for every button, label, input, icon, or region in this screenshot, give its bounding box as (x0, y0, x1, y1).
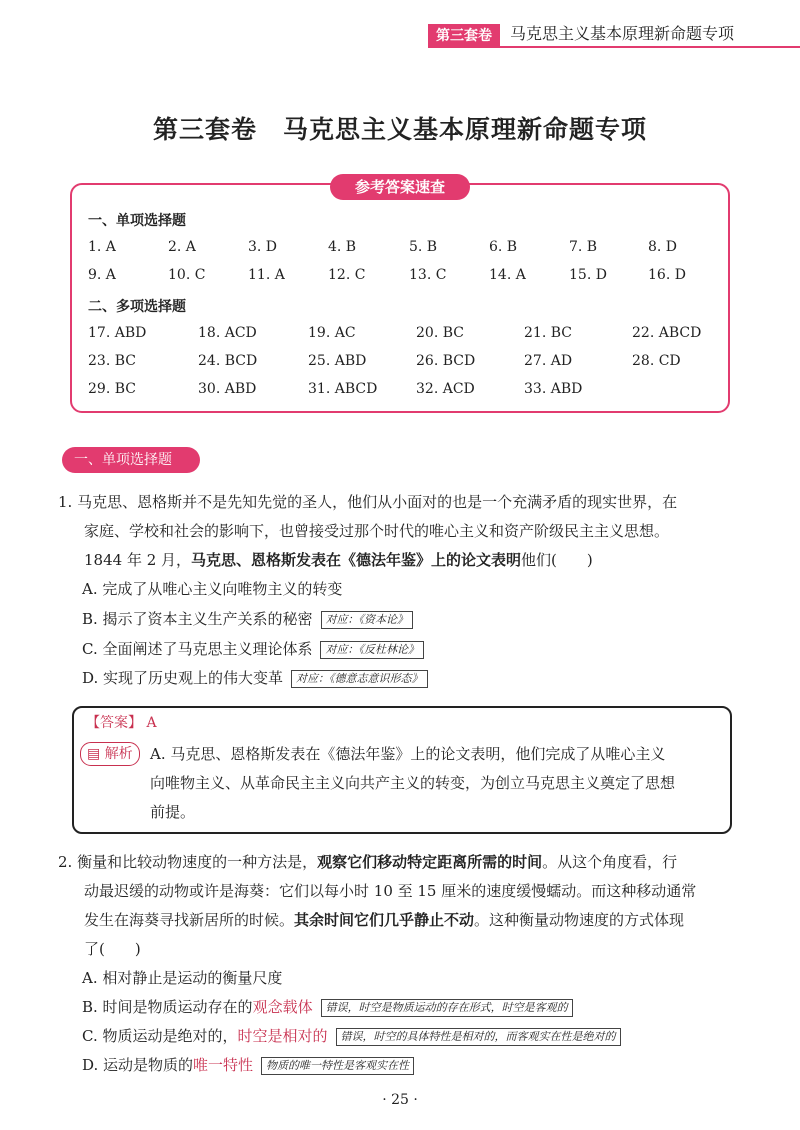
answer-cell: 14. A (489, 267, 526, 283)
answer-cell: 32. ACD (416, 381, 475, 397)
question-2-stem (58, 848, 748, 964)
answer-line: 【答案】 A (86, 715, 157, 731)
annotation-note: 对应：《资本论》 (321, 611, 414, 629)
answer-cell: 28. CD (632, 353, 681, 369)
answer-cell: 8. D (648, 239, 678, 255)
question-text-line: 家庭、学校和社会的影响下，也曾接受过那个时代的唯心主义和资产阶级民主主义思想。 (84, 522, 670, 540)
answer-cell: 11. A (248, 267, 285, 283)
header-tab: 第三套卷 (428, 24, 500, 48)
answer-cell: 15. D (569, 267, 607, 283)
answer-cell: 24. BCD (198, 353, 258, 369)
answer-cell: 23. BC (88, 353, 136, 369)
answer-cell: 12. C (328, 267, 366, 283)
question-1-option-b: B. 揭示了资本主义生产关系的秘密 对应：《资本论》 (82, 607, 413, 631)
annotation-note: 对应：《反杜林论》 (320, 641, 424, 659)
answer-cell: 5. B (409, 239, 438, 255)
question-text-line: 发生在海葵寻找新居所的时候。其余时间它们几乎静止不动。这种衡量动物速度的方式体现 (84, 911, 685, 929)
question-2-option-a: A. 相对静止是运动的衡量尺度 (82, 969, 283, 987)
question-text-line: 1. 马克思、恩格斯并不是先知先觉的圣人，他们从小面对的也是一个充满矛盾的现实世界，在 (58, 493, 678, 511)
answer-cell: 19. AC (308, 325, 356, 341)
section-pill: 一、单项选择题 (62, 447, 200, 473)
answer-box-pill: 参考答案速查 (330, 174, 470, 200)
document-icon: ▤ (87, 746, 101, 762)
answer-cell: 20. BC (416, 325, 464, 341)
answer-cell: 10. C (168, 267, 206, 283)
question-text-line: 2. 衡量和比较动物速度的一种方法是，观察它们移动特定距离所需的时间。从这个角度看，行 (58, 853, 678, 871)
answer-cell: 26. BCD (416, 353, 476, 369)
single-choice-heading: 一、单项选择题 (88, 213, 186, 229)
answer-cell: 6. B (489, 239, 518, 255)
question-text-line: 了( ) (84, 940, 141, 958)
question-2-option-d: D. 运动是物质的唯一特性 物质的唯一特性是客观实在性 (82, 1053, 414, 1077)
answer-cell: 25. ABD (308, 353, 367, 369)
explanation-text: A. 马克思、恩格斯发表在《德法年鉴》上的论文表明，他们完成了从唯心主义 向唯物主义、从革命民主主义向共产主义的转变，为创立马克思主义奠定了思想 前提。 (150, 745, 676, 821)
answer-cell: 27. AD (524, 353, 573, 369)
answer-cell: 13. C (409, 267, 447, 283)
question-1-stem (58, 488, 748, 575)
question-2-option-c: C. 物质运动是绝对的，时空是相对的 错误，时空的具体特性是相对的，而客观实在性是绝对的 (82, 1024, 621, 1048)
answer-cell: 2. A (168, 239, 196, 255)
question-1-option-c: C. 全面阐述了马克思主义理论体系 对应：《反杜林论》 (82, 637, 424, 661)
page-number: · 25 · (382, 1092, 418, 1108)
annotation-note: 物质的唯一特性是客观实在性 (261, 1057, 414, 1075)
annotation-note: 错误，时空的具体特性是相对的，而客观实在性是绝对的 (336, 1028, 621, 1046)
answer-cell: 9. A (88, 267, 116, 283)
answer-cell: 18. ACD (198, 325, 257, 341)
answer-cell: 4. B (328, 239, 357, 255)
question-1-option-d: D. 实现了历史观上的伟大变革 对应：《德意志意识形态》 (82, 666, 428, 690)
answer-cell: 29. BC (88, 381, 136, 397)
page-title: 第三套卷 马克思主义基本原理新命题专项 (152, 115, 647, 144)
answer-cell: 3. D (248, 239, 278, 255)
annotation-note: 错误，时空是物质运动的存在形式，时空是客观的 (321, 999, 573, 1017)
answer-cell: 1. A (88, 239, 116, 255)
question-1-option-a: A. 完成了从唯心主义向唯物主义的转变 (82, 580, 343, 598)
explanation-tag: ▤ 解析 (80, 742, 140, 766)
answer-cell: 7. B (569, 239, 598, 255)
multi-choice-heading: 二、多项选择题 (88, 299, 186, 315)
question-text-line: 1844 年 2 月，马克思、恩格斯发表在《德法年鉴》上的论文表明他们( ) (84, 551, 593, 569)
question-text-line: 动最迟缓的动物或许是海葵：它们以每小时 10 至 15 厘米的速度缓慢蠕动。而这种移动通常 (84, 882, 697, 900)
answer-cell: 33. ABD (524, 381, 583, 397)
answer-cell: 22. ABCD (632, 325, 702, 341)
answer-cell: 17. ABD (88, 325, 147, 341)
answer-value: A (146, 715, 157, 731)
annotation-note: 对应：《德意志意识形态》 (291, 670, 428, 688)
answer-cell: 30. ABD (198, 381, 257, 397)
answer-cell: 21. BC (524, 325, 572, 341)
question-2-option-b: B. 时间是物质运动存在的观念载体 错误，时空是物质运动的存在形式，时空是客观的 (82, 995, 573, 1019)
answer-cell: 16. D (648, 267, 686, 283)
answer-cell: 31. ABCD (308, 381, 378, 397)
header-title: 马克思主义基本原理新命题专项 (510, 24, 735, 43)
